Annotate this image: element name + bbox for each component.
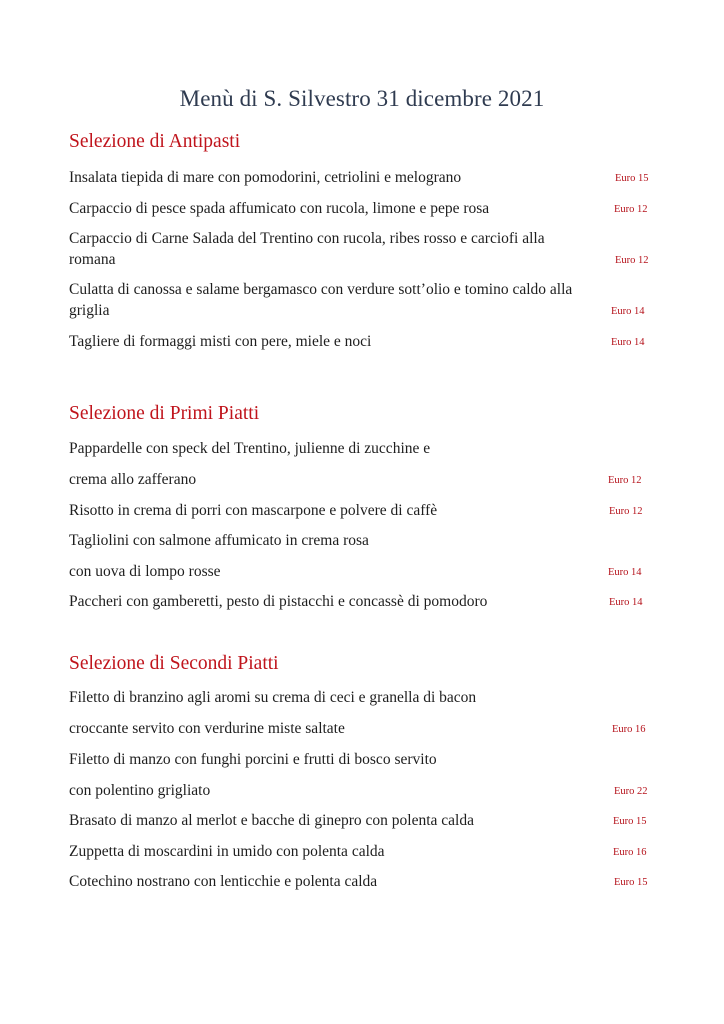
menu-item-text: Cotechino nostrano con lenticchie e polenta calda xyxy=(69,873,378,890)
menu-item-price: Euro 16 xyxy=(612,724,646,735)
menu-item-price: Euro 22 xyxy=(614,786,648,797)
menu-item-price: Euro 14 xyxy=(611,306,645,317)
menu-item-price: Euro 12 xyxy=(608,475,642,486)
menu-item-text: Carpaccio di Carne Salada del Trentino con rucola, ribes rosso e carciofi alla xyxy=(69,230,545,247)
menu-item-text: con polentino grigliato xyxy=(69,782,211,799)
menu-item-price: Euro 15 xyxy=(613,816,647,827)
menu-item-price: Euro 14 xyxy=(611,337,645,348)
menu-item-text: Filetto di branzino agli aromi su crema di ceci e granella di bacon xyxy=(69,689,477,706)
menu-item-text: Filetto di manzo con funghi porcini e frutti di bosco servito xyxy=(69,751,437,768)
menu-item-price: Euro 12 xyxy=(609,506,643,517)
menu-item-text: romana xyxy=(69,251,116,268)
menu-item-text: Tagliolini con salmone affumicato in crema rosa xyxy=(69,532,369,549)
menu-item-price: Euro 12 xyxy=(615,255,649,266)
menu-item-text: Insalata tiepida di mare con pomodorini, cetriolini e melograno xyxy=(69,169,462,186)
menu-item-text: Paccheri con gamberetti, pesto di pistacchi e concassè di pomodoro xyxy=(69,593,488,610)
menu-item-text: con uova di lompo rosse xyxy=(69,563,221,580)
menu-item-price: Euro 15 xyxy=(615,173,649,184)
menu-item-text: Tagliere di formaggi misti con pere, miele e noci xyxy=(69,333,372,350)
menu-item-price: Euro 12 xyxy=(614,204,648,215)
menu-item-text: Zuppetta di moscardini in umido con polenta calda xyxy=(69,843,385,860)
page-title: Menù di S. Silvestro 31 dicembre 2021 xyxy=(179,86,545,111)
menu-item-text: Risotto in crema di porri con mascarpone e polvere di caffè xyxy=(69,502,438,519)
section-heading-antipasti: Selezione di Antipasti xyxy=(69,131,241,152)
menu-item-text: griglia xyxy=(69,302,110,319)
menu-item-text: Carpaccio di pesce spada affumicato con rucola, limone e pepe rosa xyxy=(69,200,490,217)
menu-item-price: Euro 14 xyxy=(608,567,642,578)
menu-item-price: Euro 15 xyxy=(614,877,648,888)
menu-item-price: Euro 16 xyxy=(613,847,647,858)
menu-item-text: Brasato di manzo al merlot e bacche di ginepro con polenta calda xyxy=(69,812,474,829)
section-heading-secondi: Selezione di Secondi Piatti xyxy=(69,653,279,674)
section-heading-primi: Selezione di Primi Piatti xyxy=(69,403,260,424)
menu-item-text: Culatta di canossa e salame bergamasco con verdure sott’olio e tomino caldo alla xyxy=(69,281,573,298)
menu-item-text: Pappardelle con speck del Trentino, julienne di zucchine e xyxy=(69,440,431,457)
menu-item-text: crema allo zafferano xyxy=(69,471,197,488)
menu-item-text: croccante servito con verdurine miste saltate xyxy=(69,720,345,737)
menu-item-price: Euro 14 xyxy=(609,597,643,608)
